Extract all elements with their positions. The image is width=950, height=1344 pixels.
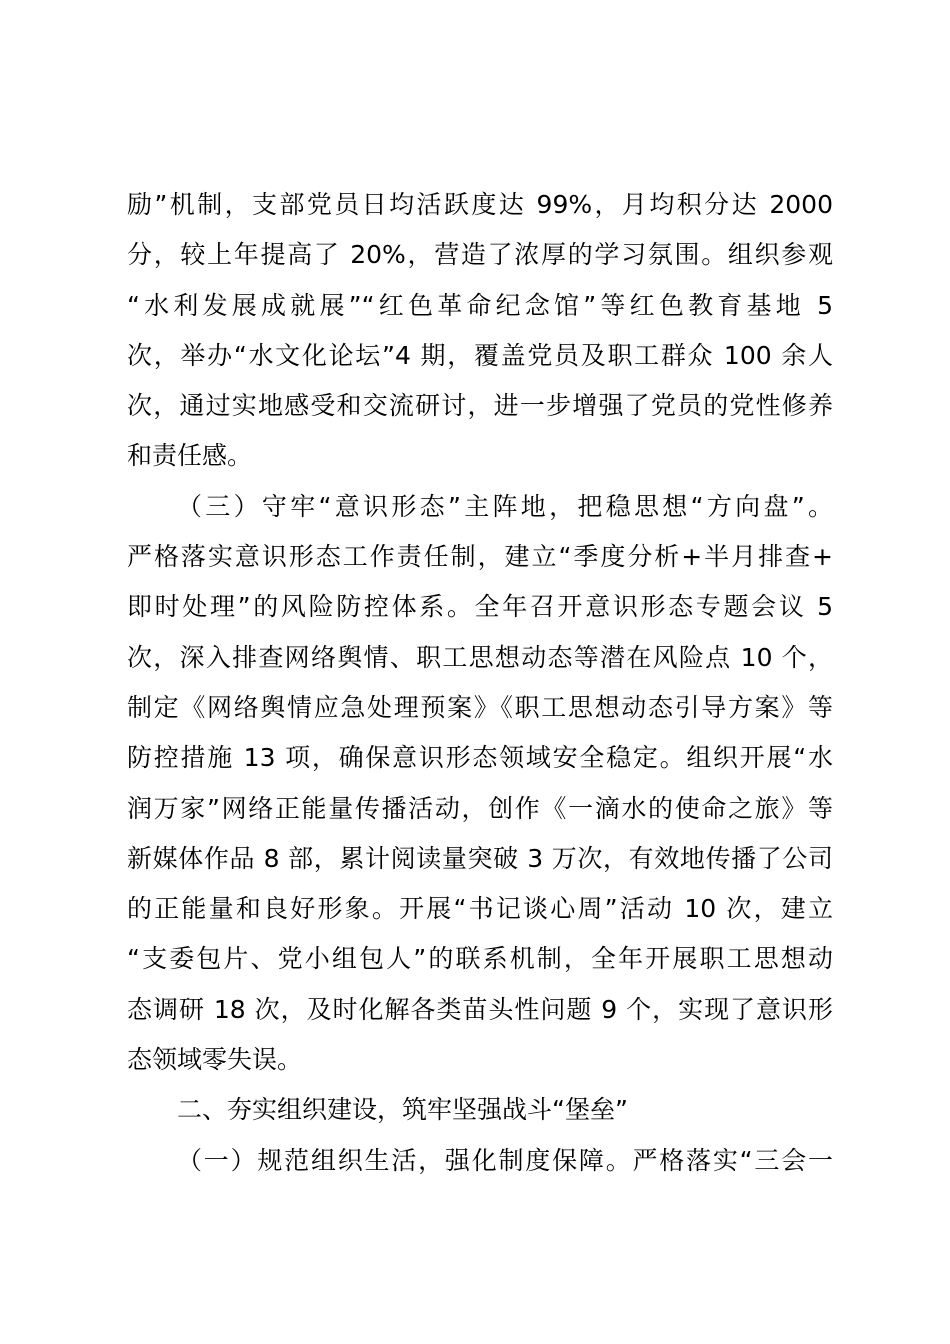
paragraph-line: 的正能量和良好形象。开展“书记谈心周”活动 10 次，建立 <box>127 894 833 924</box>
paragraph-line: 态调研 18 次，及时化解各类苗头性问题 9 个，实现了意识形 <box>127 994 833 1024</box>
document-page <box>127 180 833 1186</box>
paragraph-line: 和责任感。 <box>127 441 253 471</box>
paragraph-line: 新媒体作品 8 部，累计阅读量突破 3 万次，有效地传播了公司 <box>127 843 833 873</box>
paragraph-line: 分，较上年提高了 20%，营造了浓厚的学习氛围。组织参观 <box>127 240 833 270</box>
paragraph-line: 制定《网络舆情应急处理预案》《职工思想动态引导方案》等 <box>127 692 833 722</box>
paragraph-line: 即时处理”的风险防控体系。全年召开意识形态专题会议 5 <box>127 592 833 622</box>
paragraph-line: “水利发展成就展”“红色革命纪念馆”等红色教育基地 5 <box>127 290 833 320</box>
section-subheading-line: （三）守牢“意识形态”主阵地，把稳思想“方向盘”。 <box>177 491 833 521</box>
section-subheading-line: （一）规范组织生活，强化制度保障。严格落实“三会一 <box>177 1145 833 1175</box>
paragraph-line: 态领域零失误。 <box>127 1045 303 1075</box>
paragraph-line: 励”机制，支部党员日均活跃度达 99%，月均积分达 2000 <box>127 190 833 219</box>
paragraph-line: 次，通过实地感受和交流研讨，进一步增强了党员的党性修养 <box>127 391 833 421</box>
paragraph-line: 次，深入排查网络舆情、职工思想动态等潜在风险点 10 个， <box>127 642 833 672</box>
paragraph-line: 防控措施 13 项，确保意识形态领域安全稳定。组织开展“水 <box>127 743 833 773</box>
paragraph-line: 润万家”网络正能量传播活动，创作《一滴水的使命之旅》等 <box>127 793 833 823</box>
paragraph-line: 次，举办“水文化论坛”4 期，覆盖党员及职工群众 100 余人 <box>127 340 833 370</box>
section-heading: 二、夯实组织建设，筑牢坚强战斗“堡垒” <box>177 1095 628 1125</box>
paragraph-line: 严格落实意识形态工作责任制，建立“季度分析+半月排查+ <box>127 542 833 572</box>
paragraph-line: “支委包片、党小组包人”的联系机制，全年开展职工思想动 <box>127 944 833 974</box>
